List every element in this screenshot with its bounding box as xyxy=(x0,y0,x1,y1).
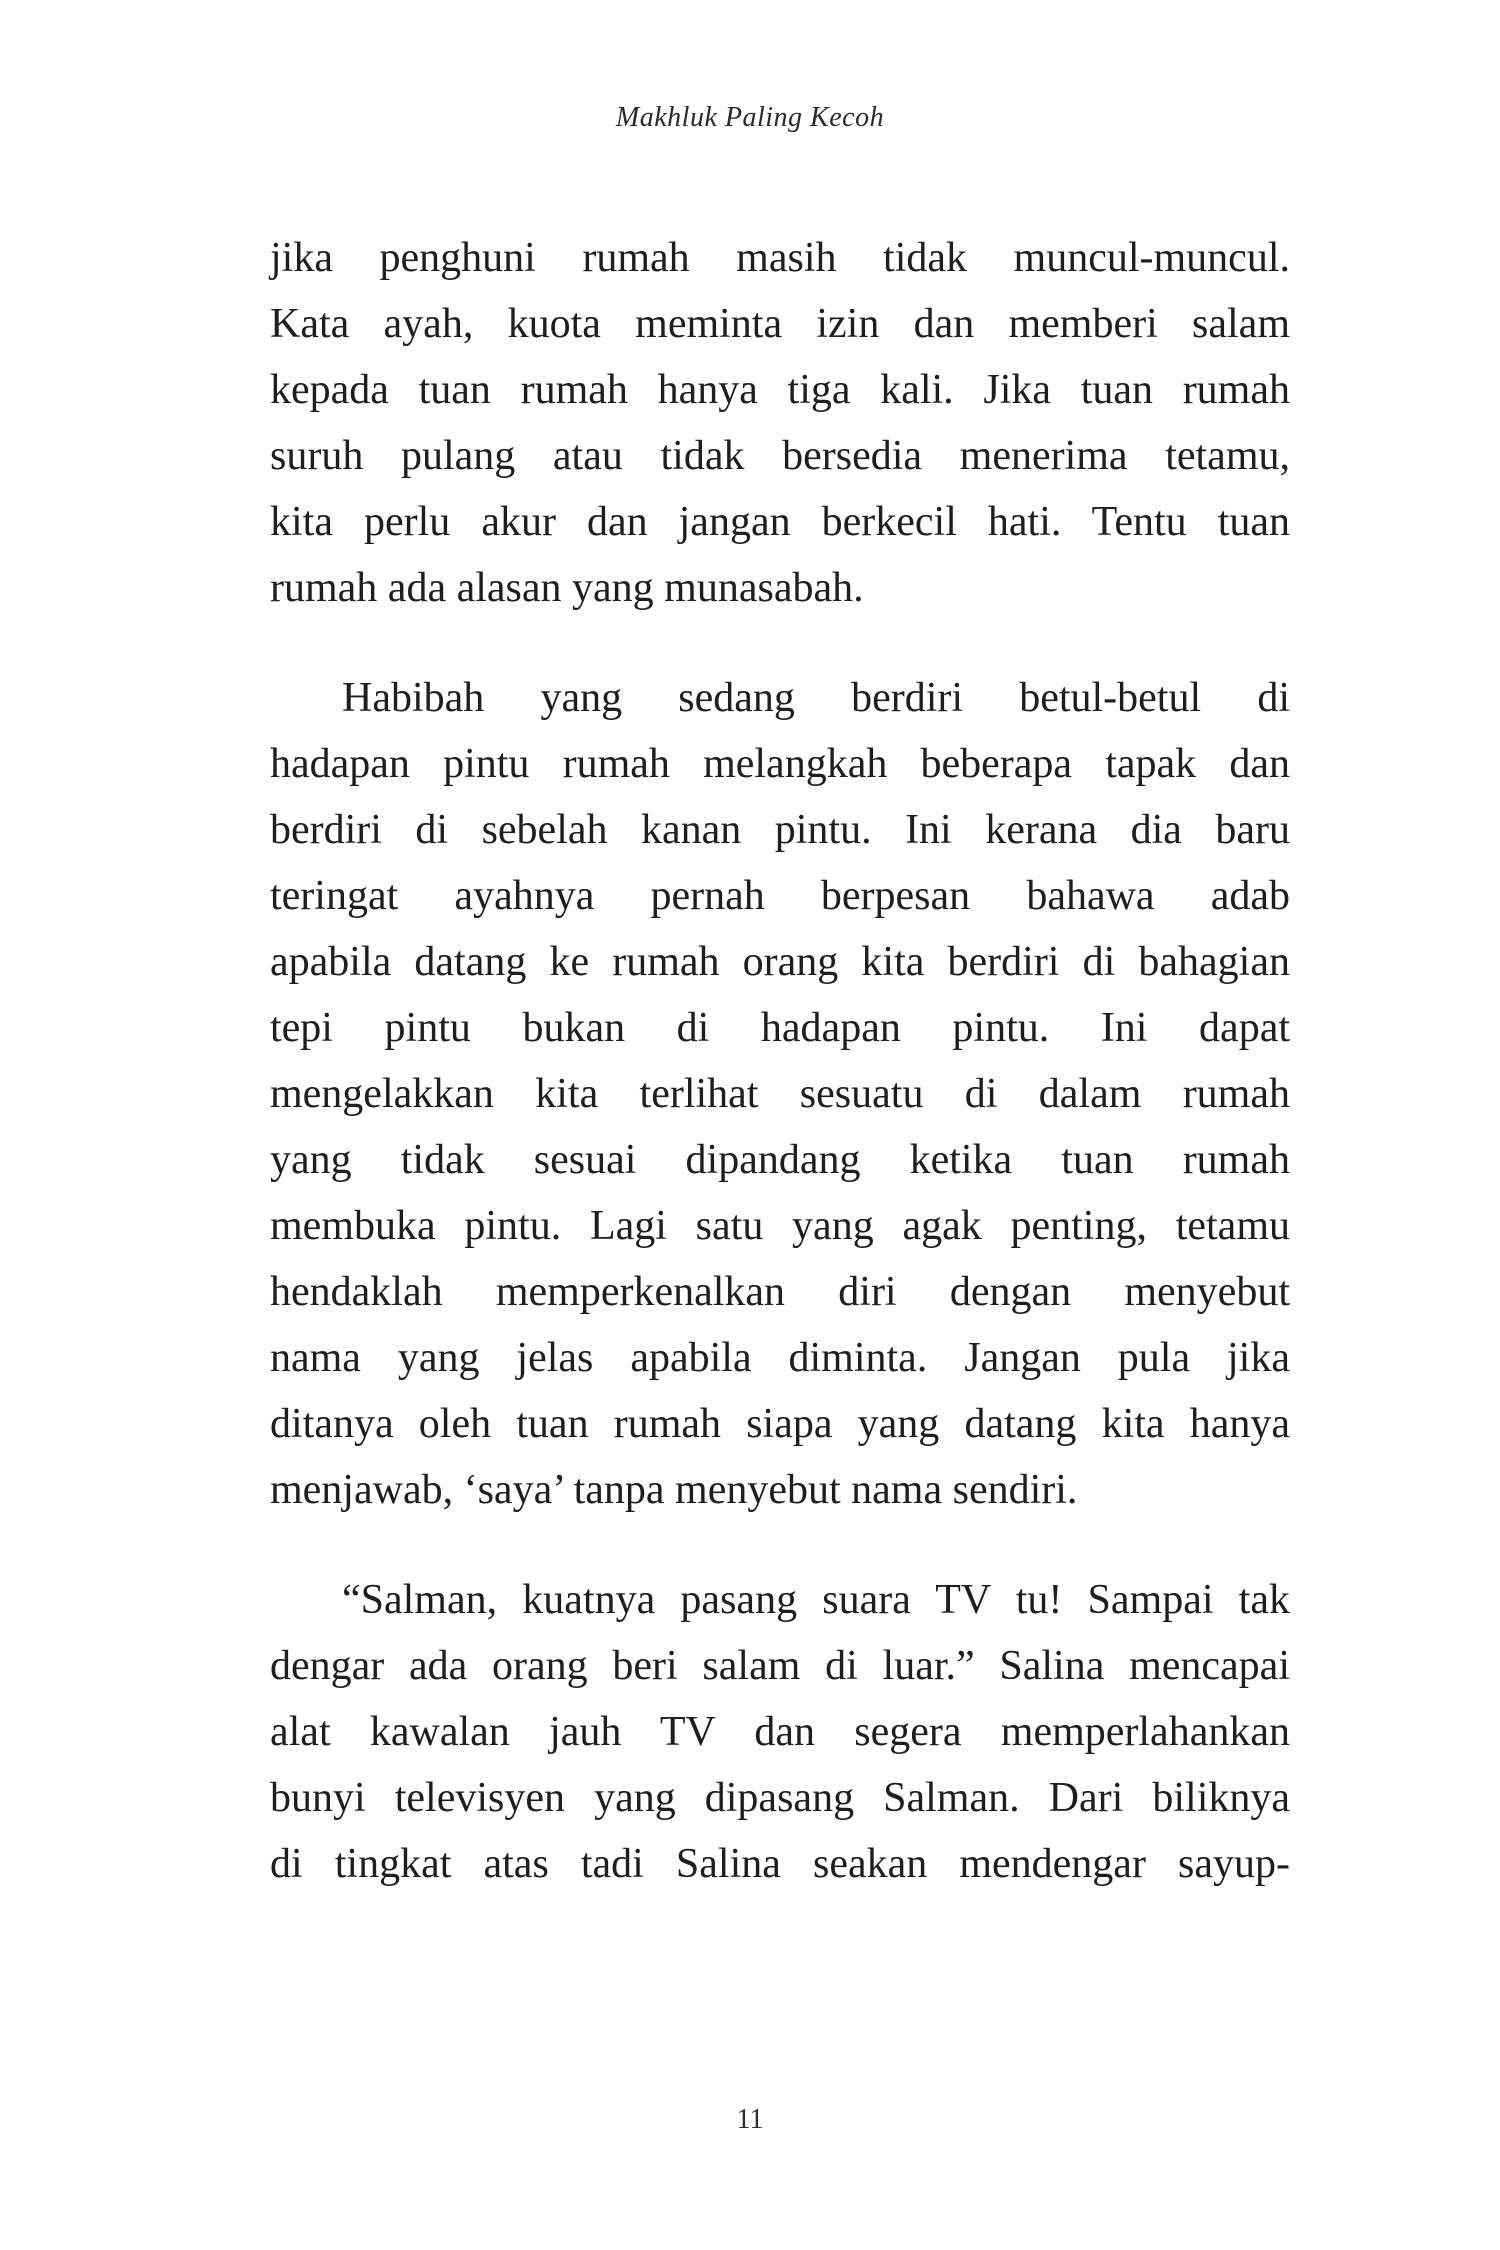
paragraph-3 xyxy=(270,1567,1290,1897)
text-line: teringat ayahnya pernah berpesan bahawa adab xyxy=(270,873,1290,919)
text-line: alat kawalan jauh TV dan segera memperlahankan xyxy=(270,1709,1290,1755)
text-line: yang tidak sesuai dipandang ketika tuan rumah xyxy=(270,1137,1290,1183)
paragraph-1 xyxy=(270,225,1290,621)
body-text xyxy=(270,225,1290,1941)
text-line: Habibah yang sedang berdiri betul-betul di xyxy=(342,675,1290,721)
text-line: nama yang jelas apabila diminta. Jangan pula jika xyxy=(270,1335,1290,1381)
text-line: jika penghuni rumah masih tidak muncul-muncul. xyxy=(270,235,1290,281)
running-header: Makhluk Paling Kecoh xyxy=(615,102,885,133)
text-line: “Salman, kuatnya pasang suara TV tu! Sampai tak xyxy=(342,1577,1290,1623)
text-line: rumah ada alasan yang munasabah. xyxy=(270,565,864,611)
text-line: kita perlu akur dan jangan berkecil hati. Tentu tuan xyxy=(270,499,1290,545)
text-line: bunyi televisyen yang dipasang Salman. Dari biliknya xyxy=(270,1775,1290,1821)
text-line: dengar ada orang beri salam di luar.” Salina mencapai xyxy=(270,1643,1290,1689)
text-line: mengelakkan kita terlihat sesuatu di dalam rumah xyxy=(270,1071,1290,1117)
text-line: suruh pulang atau tidak bersedia menerima tetamu, xyxy=(270,433,1290,479)
paragraph-2 xyxy=(270,665,1290,1523)
text-line: apabila datang ke rumah orang kita berdiri di bahagian xyxy=(270,939,1290,985)
page-number: 11 xyxy=(736,2104,764,2135)
text-line: tepi pintu bukan di hadapan pintu. Ini dapat xyxy=(270,1005,1290,1051)
text-line: hendaklah memperkenalkan diri dengan menyebut xyxy=(270,1269,1290,1315)
text-line: Kata ayah, kuota meminta izin dan memberi salam xyxy=(270,301,1290,347)
text-line: kepada tuan rumah hanya tiga kali. Jika tuan rumah xyxy=(270,367,1290,413)
text-line: di tingkat atas tadi Salina seakan mendengar sayup- xyxy=(270,1841,1290,1887)
text-line: ditanya oleh tuan rumah siapa yang datang kita hanya xyxy=(270,1401,1290,1447)
text-line: berdiri di sebelah kanan pintu. Ini kerana dia baru xyxy=(270,807,1290,853)
text-line: menjawab, ‘saya’ tanpa menyebut nama sendiri. xyxy=(270,1467,1078,1513)
text-line: hadapan pintu rumah melangkah beberapa tapak dan xyxy=(270,741,1290,787)
text-line: membuka pintu. Lagi satu yang agak penting, tetamu xyxy=(270,1203,1290,1249)
